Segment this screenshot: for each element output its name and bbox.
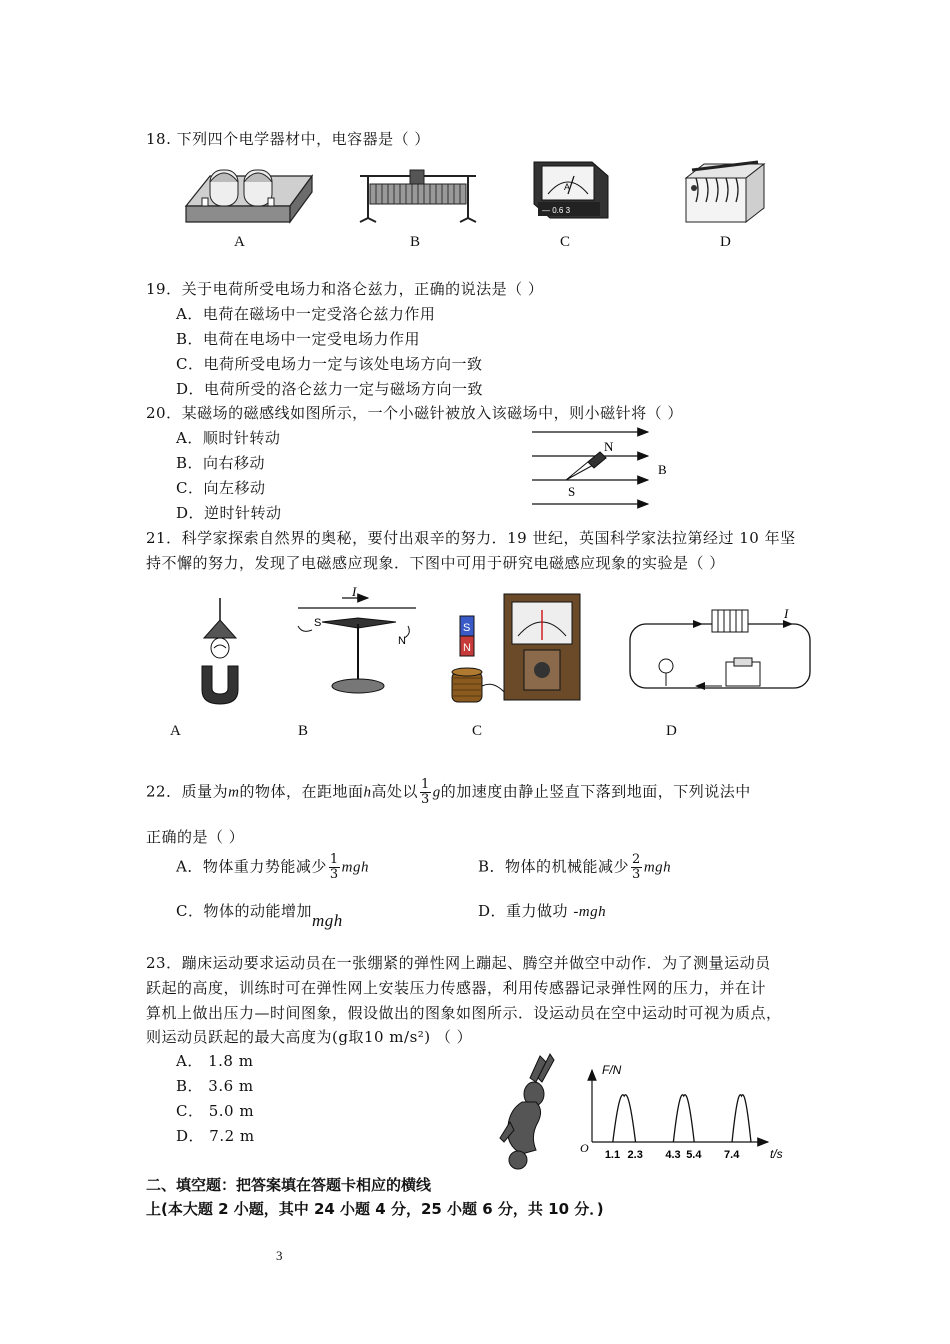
q18-label-a: A: [234, 234, 245, 250]
q22-stem-b: 的物体，在距地面: [239, 782, 364, 801]
q22-stem-d: 的加速度由静止竖直下落到地面，下列说法中: [440, 782, 751, 801]
q22-option-b-num: 2: [632, 852, 641, 867]
q22-option-a: [176, 853, 369, 882]
q23-option-c: C． 5.0 m: [176, 1102, 255, 1120]
q20-option-c: C．向左移动: [176, 479, 266, 497]
q22-option-a-tail: mgh: [341, 859, 369, 876]
q18-label-d: D: [720, 234, 731, 250]
q19-stem: 19．关于电荷所受电场力和洛仑兹力，正确的说法是（ ）: [146, 280, 544, 298]
chart-origin: O: [580, 1141, 589, 1155]
q23-option-a: A． 1.8 m: [176, 1052, 254, 1070]
chart-x-tick-4: 5.4: [686, 1149, 702, 1161]
q22-option-c-text: C．物体的动能增加: [176, 902, 312, 920]
q19-option-b: B．电荷在电场中一定受电场力作用: [176, 330, 421, 348]
q22-stem-a: 22．质量为: [146, 782, 229, 801]
chart-y-label: F/N: [602, 1063, 622, 1077]
chart-pulse-3: [732, 1095, 751, 1142]
q22-var-h: h: [363, 784, 372, 801]
q20-label-s: S: [568, 484, 576, 499]
chart-pulse-1: [613, 1095, 636, 1142]
q21-stem-line1: 21．科学家探索自然界的奥秘，要付出艰辛的努力．19 世纪，英国科学家法拉第经过 10 年坚: [146, 529, 796, 547]
q20-stem: 20．某磁场的磁感线如图所示，一个小磁针被放入该磁场中，则小磁针将（ ）: [146, 404, 683, 422]
q22-var-g: g: [432, 784, 441, 801]
q23-option-d: D． 7.2 m: [176, 1127, 255, 1145]
q21-b-n: N: [398, 635, 406, 647]
q23-line2: 跃起的高度，训练时可在弹性网上安装压力传感器，利用传感器记录弹性网的压力，并在计: [146, 979, 767, 997]
q21-c-s: S: [463, 622, 471, 634]
chart-x-label: t/s: [770, 1147, 783, 1161]
q22-fraction: [420, 778, 431, 807]
q19-option-a: A．电荷在磁场中一定受洛仑兹力作用: [176, 305, 436, 323]
q22-option-b-frac: [631, 853, 642, 882]
q18-figure-a: [186, 162, 316, 230]
q22-option-a-num: 1: [329, 852, 339, 867]
q22-option-a-frac: [329, 853, 340, 882]
q21-d-current: I: [784, 606, 789, 621]
q22-option-a-text: A．物体重力势能减少: [176, 857, 327, 876]
q22-option-c: [176, 900, 343, 930]
page-number: 3: [276, 1248, 283, 1263]
q22-option-b-text: B．物体的机械能减少: [478, 857, 630, 876]
q21-label-b: B: [298, 723, 309, 739]
q22-option-d-text: D．重力做功: [478, 902, 569, 920]
section2-heading-line2: 上(本大题 2 小题，其中 24 小题 4 分，25 小题 6 分，共 10 分．): [146, 1200, 604, 1218]
q22-var-m: m: [228, 784, 240, 801]
q22-frac-num: 1: [420, 777, 430, 792]
q18-figure-c: [528, 158, 610, 228]
q21-label-d: D: [666, 723, 677, 739]
q22-option-d: [478, 900, 606, 921]
q22-option-b-den: 3: [632, 867, 641, 882]
q22-option-b: [478, 853, 671, 882]
q21-figure-a: [190, 598, 250, 708]
q23-line1: 23．蹦床运动要求运动员在一张绷紧的弹性网上蹦起、腾空并做空中动作．为了测量运动员: [146, 954, 771, 972]
q22-option-c-tail: mgh: [311, 911, 343, 930]
q20-field-diagram: [528, 424, 678, 510]
q20-option-d: D．逆时针转动: [176, 504, 282, 522]
q20-option-a: A．顺时针转动: [176, 429, 281, 447]
q21-c-n: N: [463, 642, 471, 654]
q18-figure-b: [358, 168, 478, 226]
q21-label-a: A: [170, 723, 181, 739]
q21-label-c: C: [472, 723, 483, 739]
q20-label-n: N: [604, 439, 614, 454]
q22-frac-den: 3: [420, 792, 430, 807]
chart-pulse-2: [673, 1095, 694, 1142]
q18-figure-d: [682, 160, 768, 228]
q22-option-a-den: 3: [329, 867, 339, 882]
chart-x-tick-1: 1.1: [604, 1149, 621, 1161]
q23-athlete-figure: [496, 1052, 564, 1172]
q18-label-b: B: [410, 234, 421, 250]
q22-stem-line2: 正确的是（ ）: [146, 828, 245, 846]
q21-figure-b: [292, 584, 422, 698]
section2-heading-line1: 二、填空题：把答案填在答题卡相应的横线: [146, 1176, 432, 1194]
q23-force-time-chart: [572, 1060, 792, 1164]
q22-option-b-tail: mgh: [643, 859, 672, 876]
chart-x-tick-5: 7.4: [724, 1149, 740, 1161]
q18-label-c: C: [560, 234, 571, 250]
q23-line4: 则运动员跃起的最大高度为(g取10 m/s²) （ ）: [146, 1028, 473, 1046]
q21-b-current: I: [352, 584, 357, 599]
q23-line3: 算机上做出压力—时间图象，假设做出的图象如图所示．设运动员在空中运动时可视为质点，: [146, 1004, 782, 1022]
q21-figure-c: [446, 590, 586, 710]
q19-option-d: D．电荷所受的洛仑兹力一定与磁场方向一致: [176, 380, 484, 398]
chart-x-tick-2: 2.3: [627, 1149, 643, 1161]
q18-meter-terminals: — 0.6 3: [542, 206, 571, 215]
q21-b-s: S: [314, 617, 322, 629]
q18-meter-letter: A: [564, 182, 571, 192]
q20-option-b: B．向右移动: [176, 454, 266, 472]
q22-stem-c: 高处以: [371, 782, 418, 801]
q18-stem: 18. 下列四个电学器材中，电容器是（ ）: [146, 130, 430, 148]
q23-option-b: B． 3.6 m: [176, 1077, 254, 1095]
q22-stem-line1: [146, 778, 751, 807]
q20-label-b: B: [658, 462, 667, 477]
q22-option-d-tail: -mgh: [573, 904, 607, 920]
chart-x-tick-3: 4.3: [665, 1149, 681, 1161]
q21-stem-line2: 持不懈的努力，发现了电磁感应现象．下图中可用于研究电磁感应现象的实验是（ ）: [146, 554, 725, 572]
q21-figure-d: [626, 600, 816, 700]
q19-option-c: C．电荷所受电场力一定与该处电场方向一致: [176, 355, 483, 373]
